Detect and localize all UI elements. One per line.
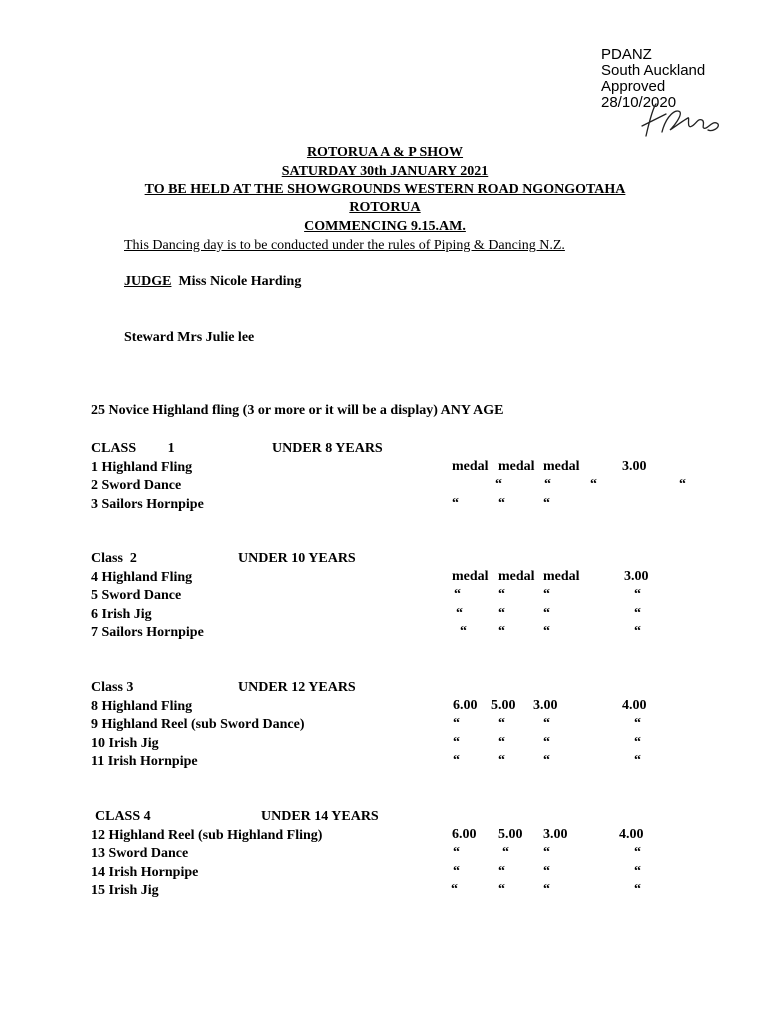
class-label: CLASS 1: [91, 441, 175, 456]
prize-cell: 3.00: [543, 826, 568, 842]
event-name: 2 Sword Dance: [91, 478, 182, 493]
event-name: 9 Highland Reel (sub Sword Dance): [91, 717, 305, 732]
event-name: 8 Highland Fling: [91, 698, 193, 714]
prize-cell: “: [498, 605, 505, 621]
prize-cell: “: [590, 477, 597, 492]
prize-cell: “: [543, 734, 550, 750]
class-age: UNDER 10 YEARS: [238, 551, 356, 566]
event-name: 3 Sailors Hornpipe: [91, 496, 204, 512]
event-name: 13 Sword Dance: [91, 846, 189, 861]
steward-line: Steward Mrs Julie lee: [124, 330, 255, 345]
event-name: 7 Sailors Hornpipe: [91, 625, 204, 640]
prize-cell: “: [453, 734, 460, 750]
show-venue: TO BE HELD AT THE SHOWGROUNDS WESTERN ROAD NGONGOTAHA: [144, 182, 626, 197]
class-age: UNDER 14 YEARS: [261, 809, 379, 824]
class-label: Class 2: [91, 551, 137, 566]
class-heading: [91, 550, 137, 568]
prize-cell: 5.00: [491, 697, 516, 713]
prize-cell: “: [460, 624, 467, 639]
prize-cell: “: [495, 477, 502, 492]
class-age: UNDER 8 YEARS: [272, 441, 383, 456]
prize-cell: 3.00: [622, 458, 647, 474]
prize-cell: “: [543, 605, 550, 621]
prize-cell: “: [498, 624, 505, 639]
prize-cell: “: [498, 734, 505, 750]
class-heading: [91, 440, 175, 458]
event-name: 6 Irish Jig: [91, 606, 152, 622]
judge-name: Miss Nicole Harding: [178, 274, 302, 289]
prize-cell: 4.00: [619, 826, 644, 842]
judge-label: JUDGE: [124, 274, 172, 289]
prize-cell: “: [634, 716, 641, 731]
class-label: Class 3: [91, 680, 134, 695]
stamp-line: Approved: [601, 78, 666, 95]
class-heading: [91, 679, 133, 697]
prize-cell: “: [543, 753, 550, 768]
event-name: 1 Highland Fling: [91, 459, 193, 475]
prize-cell: “: [543, 624, 550, 639]
prize-cell: medal: [452, 568, 489, 584]
prize-cell: “: [634, 605, 641, 621]
prize-cell: medal: [452, 458, 489, 474]
prize-cell: “: [543, 863, 550, 879]
stamp-line: 28/10/2020: [601, 94, 677, 111]
novice-event: 25 Novice Highland fling (3 or more or it will be a display) ANY AGE: [91, 403, 504, 418]
event-name: 5 Sword Dance: [91, 588, 182, 603]
class-age: UNDER 12 YEARS: [238, 680, 356, 695]
prize-cell: “: [456, 605, 463, 621]
class-label: CLASS 4: [95, 809, 151, 824]
prize-cell: “: [498, 753, 505, 768]
event-name: 12 Highland Reel (sub Highland Fling): [91, 827, 323, 843]
event-name: 10 Irish Jig: [91, 735, 159, 751]
prize-cell: 6.00: [453, 697, 478, 713]
prize-cell: medal: [498, 568, 535, 584]
prize-cell: medal: [543, 458, 580, 474]
prize-cell: “: [634, 863, 641, 879]
prize-cell: 4.00: [622, 697, 647, 713]
event-name: 4 Highland Fling: [91, 569, 193, 585]
prize-cell: 3.00: [624, 568, 649, 584]
stamp-line: PDANZ: [601, 46, 652, 63]
prize-cell: “: [452, 495, 459, 511]
class-heading: [95, 808, 151, 826]
event-name: 14 Irish Hornpipe: [91, 864, 199, 880]
prize-cell: “: [634, 753, 641, 768]
prize-cell: 5.00: [498, 826, 523, 842]
prize-cell: “: [453, 845, 460, 860]
prize-cell: medal: [543, 568, 580, 584]
prize-cell: “: [634, 587, 641, 602]
prize-cell: “: [634, 734, 641, 750]
stamp-line: South Auckland: [601, 62, 706, 79]
prize-cell: “: [453, 753, 460, 768]
prize-cell: “: [543, 845, 550, 860]
prize-cell: “: [498, 716, 505, 731]
prize-cell: “: [543, 882, 550, 897]
prize-cell: “: [634, 624, 641, 639]
rules-note: This Dancing day is to be conducted under the rules of Piping & Dancing N.Z.: [124, 238, 565, 253]
signature-scribble: [636, 96, 722, 144]
prize-cell: 3.00: [533, 697, 558, 713]
show-date: SATURDAY 30th JANUARY 2021: [281, 164, 489, 179]
prize-cell: “: [453, 716, 460, 731]
prize-cell: “: [498, 882, 505, 897]
prize-cell: “: [543, 587, 550, 602]
event-name: 11 Irish Hornpipe: [91, 754, 198, 769]
prize-cell: “: [454, 587, 461, 602]
prize-cell: “: [451, 882, 458, 897]
prize-cell: “: [543, 716, 550, 731]
event-name: 15 Irish Jig: [91, 883, 159, 898]
prize-cell: “: [498, 495, 505, 511]
prize-cell: “: [498, 587, 505, 602]
show-town: ROTORUA: [349, 200, 421, 215]
prize-cell: “: [544, 477, 551, 492]
prize-cell: “: [498, 863, 505, 879]
show-title: ROTORUA A & P SHOW: [306, 145, 464, 160]
prize-cell: “: [502, 845, 509, 860]
prize-cell: “: [679, 477, 686, 492]
prize-cell: “: [634, 882, 641, 897]
prize-cell: “: [634, 845, 641, 860]
prize-cell: 6.00: [452, 826, 477, 842]
prize-cell: “: [453, 863, 460, 879]
prize-cell: “: [543, 495, 550, 511]
judge-line: [124, 274, 301, 290]
show-time: COMMENCING 9.15.AM.: [304, 219, 466, 234]
prize-cell: medal: [498, 458, 535, 474]
